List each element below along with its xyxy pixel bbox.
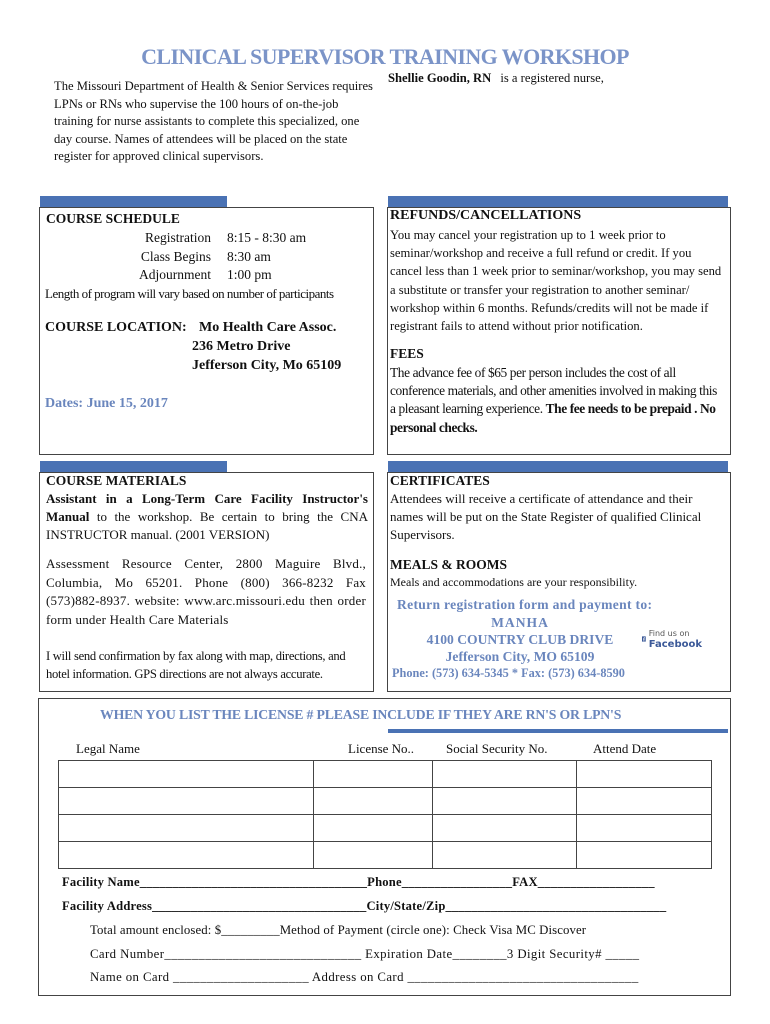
schedule-row: [0, 229, 372, 248]
schedule-value: 8:15 - 8:30 am: [227, 230, 307, 245]
manual-text: [46, 490, 368, 545]
attendee-table: [58, 760, 712, 869]
facility-name-field[interactable]: Facility Name___________________________________Phone_________________FAX__________________: [62, 875, 655, 889]
table-row: [59, 842, 712, 869]
location-label: COURSE LOCATION:: [45, 320, 187, 335]
fax-note: I will send confirmation by fax along with map, directions, and hotel information. GPS directions are not always accurate.: [46, 649, 346, 681]
card-name-field[interactable]: Name on Card ____________________ Address on Card __________________________________: [90, 970, 639, 984]
certificates-bar: [388, 461, 728, 472]
schedule-bar: [40, 196, 227, 207]
return-line-2: MANHA: [491, 615, 549, 630]
return-line-5: Phone: (573) 634-5345 * Fax: (573) 634-8590: [392, 666, 625, 680]
license-cell[interactable]: [314, 815, 433, 842]
facebook-icon: [642, 625, 646, 653]
schedule-label: Class Begins: [140, 248, 211, 264]
table-row: [59, 761, 712, 788]
intro-text: The Missouri Department of Health & Senior Services requires LPNs or RNs who supervise the 100 hours of on-the-job training for nurse assistants to complete this specialized, one day course. Names of attendees will be placed on the state register for approved clinical supervisors.: [54, 79, 373, 163]
date-cell[interactable]: [577, 842, 712, 869]
date-cell[interactable]: [577, 761, 712, 788]
form-bar: [388, 729, 728, 733]
legal-name-cell[interactable]: [59, 788, 314, 815]
instructor-name: Shellie Goodin, RN: [388, 71, 492, 85]
meals-heading: MEALS & ROOMS: [390, 557, 508, 572]
refunds-text: You may cancel your registration up to 1 week prior to seminar/workshop and receive a full refund or credit. If you cancel less than 1 week prior to seminar/workshop, you may send a substitute or transfer your registration to another seminar/ workshop within 6 months. Refunds/credits will not be made if registrant fails to attend without prior notification.: [390, 228, 722, 334]
location-line-2: 236 Metro Drive: [192, 339, 291, 354]
resource-text: Assessment Resource Center, 2800 Maguire Blvd., Columbia, Mo 65201. Phone (800) 366-8232 Fax (573)882-8937. website: www.arc.missouri.edu then order form under Health Care Materials: [46, 556, 366, 627]
meals-text: Meals and accommodations are your responsibility.: [390, 575, 638, 589]
fees-text-block: [390, 364, 720, 437]
table-row: [59, 788, 712, 815]
page-title: CLINICAL SUPERVISOR TRAINING WORKSHOP: [141, 44, 629, 69]
legal-name-cell[interactable]: [59, 761, 314, 788]
license-cell[interactable]: [314, 842, 433, 869]
schedule-table: [0, 229, 372, 285]
schedule-row: [0, 266, 372, 285]
license-cell[interactable]: [314, 788, 433, 815]
instructor-desc: is a registered nurse,: [500, 71, 604, 85]
ssn-cell[interactable]: [433, 815, 577, 842]
manual-bold: Assistant in a Long-Term Care Facility Instructor's Manual: [46, 491, 368, 525]
materials-heading: COURSE MATERIALS: [46, 473, 187, 488]
facebook-line-2: Facebook: [648, 639, 702, 650]
refunds-heading: REFUNDS/CANCELLATIONS: [390, 208, 582, 223]
form-col-ssn: Social Security No.: [446, 741, 548, 756]
certificates-text: Attendees will receive a certificate of attendance and their names will be put on the State Register of qualified Clinical Supervisors.: [390, 491, 702, 543]
fees-bold: The fee needs to be prepaid . No personal checks.: [390, 401, 716, 435]
fees-heading: FEES: [390, 346, 424, 361]
manual-rest: to the workshop. Be certain to bring the CNA INSTRUCTOR manual. (2001 VERSION): [46, 509, 368, 543]
schedule-value: 8:30 am: [227, 248, 271, 264]
facility-address-field[interactable]: Facility Address_________________________________City/State/Zip__________________________________: [62, 899, 667, 913]
schedule-row: [0, 248, 372, 267]
form-heading: WHEN YOU LIST THE LICENSE # PLEASE INCLUDE IF THEY ARE RN'S OR LPN'S: [100, 707, 622, 722]
facebook-line-1: Find us on: [648, 629, 690, 638]
form-col-legal-name: Legal Name: [76, 741, 140, 756]
license-cell[interactable]: [314, 761, 433, 788]
instructor-line: [388, 71, 604, 86]
form-col-license: License No..: [348, 741, 415, 756]
payment-method-field[interactable]: Total amount enclosed: $_________Method of Payment (circle one): Check Visa MC Discover: [90, 923, 587, 937]
date-cell[interactable]: [577, 815, 712, 842]
card-number-field[interactable]: Card Number_____________________________ Expiration Date________3 Digit Security# _____: [90, 947, 640, 961]
materials-bar: [40, 461, 227, 472]
legal-name-cell[interactable]: [59, 842, 314, 869]
facebook-label: [649, 628, 702, 650]
fees-text: The advance fee of $65 per person includes the cost of all conference materials, and other amenities involved in making this a pleasant learning experience.: [390, 365, 717, 417]
schedule-value: 1:00 pm: [227, 267, 272, 282]
ssn-cell[interactable]: [433, 788, 577, 815]
form-col-date: Attend Date: [593, 741, 657, 756]
return-line-1: Return registration form and payment to:: [397, 597, 653, 612]
schedule-label: Adjournment: [139, 267, 211, 282]
table-row: [59, 815, 712, 842]
event-dates: Dates: June 15, 2017: [45, 396, 168, 411]
return-line-4: Jefferson City, MO 65109: [445, 649, 595, 664]
refunds-bar: [388, 196, 728, 207]
ssn-cell[interactable]: [433, 761, 577, 788]
ssn-cell[interactable]: [433, 842, 577, 869]
legal-name-cell[interactable]: [59, 815, 314, 842]
schedule-note: Length of program will vary based on number of participants: [45, 286, 334, 301]
schedule-heading: COURSE SCHEDULE: [46, 211, 180, 226]
return-line-3: 4100 COUNTRY CLUB DRIVE: [426, 632, 614, 647]
location-line-3: Jefferson City, Mo 65109: [192, 358, 342, 373]
facebook-badge[interactable]: [642, 624, 702, 654]
schedule-label: Registration: [145, 230, 211, 245]
location-line-1: Mo Health Care Assoc.: [199, 320, 337, 335]
date-cell[interactable]: [577, 788, 712, 815]
certificates-heading: CERTIFICATES: [390, 473, 490, 488]
